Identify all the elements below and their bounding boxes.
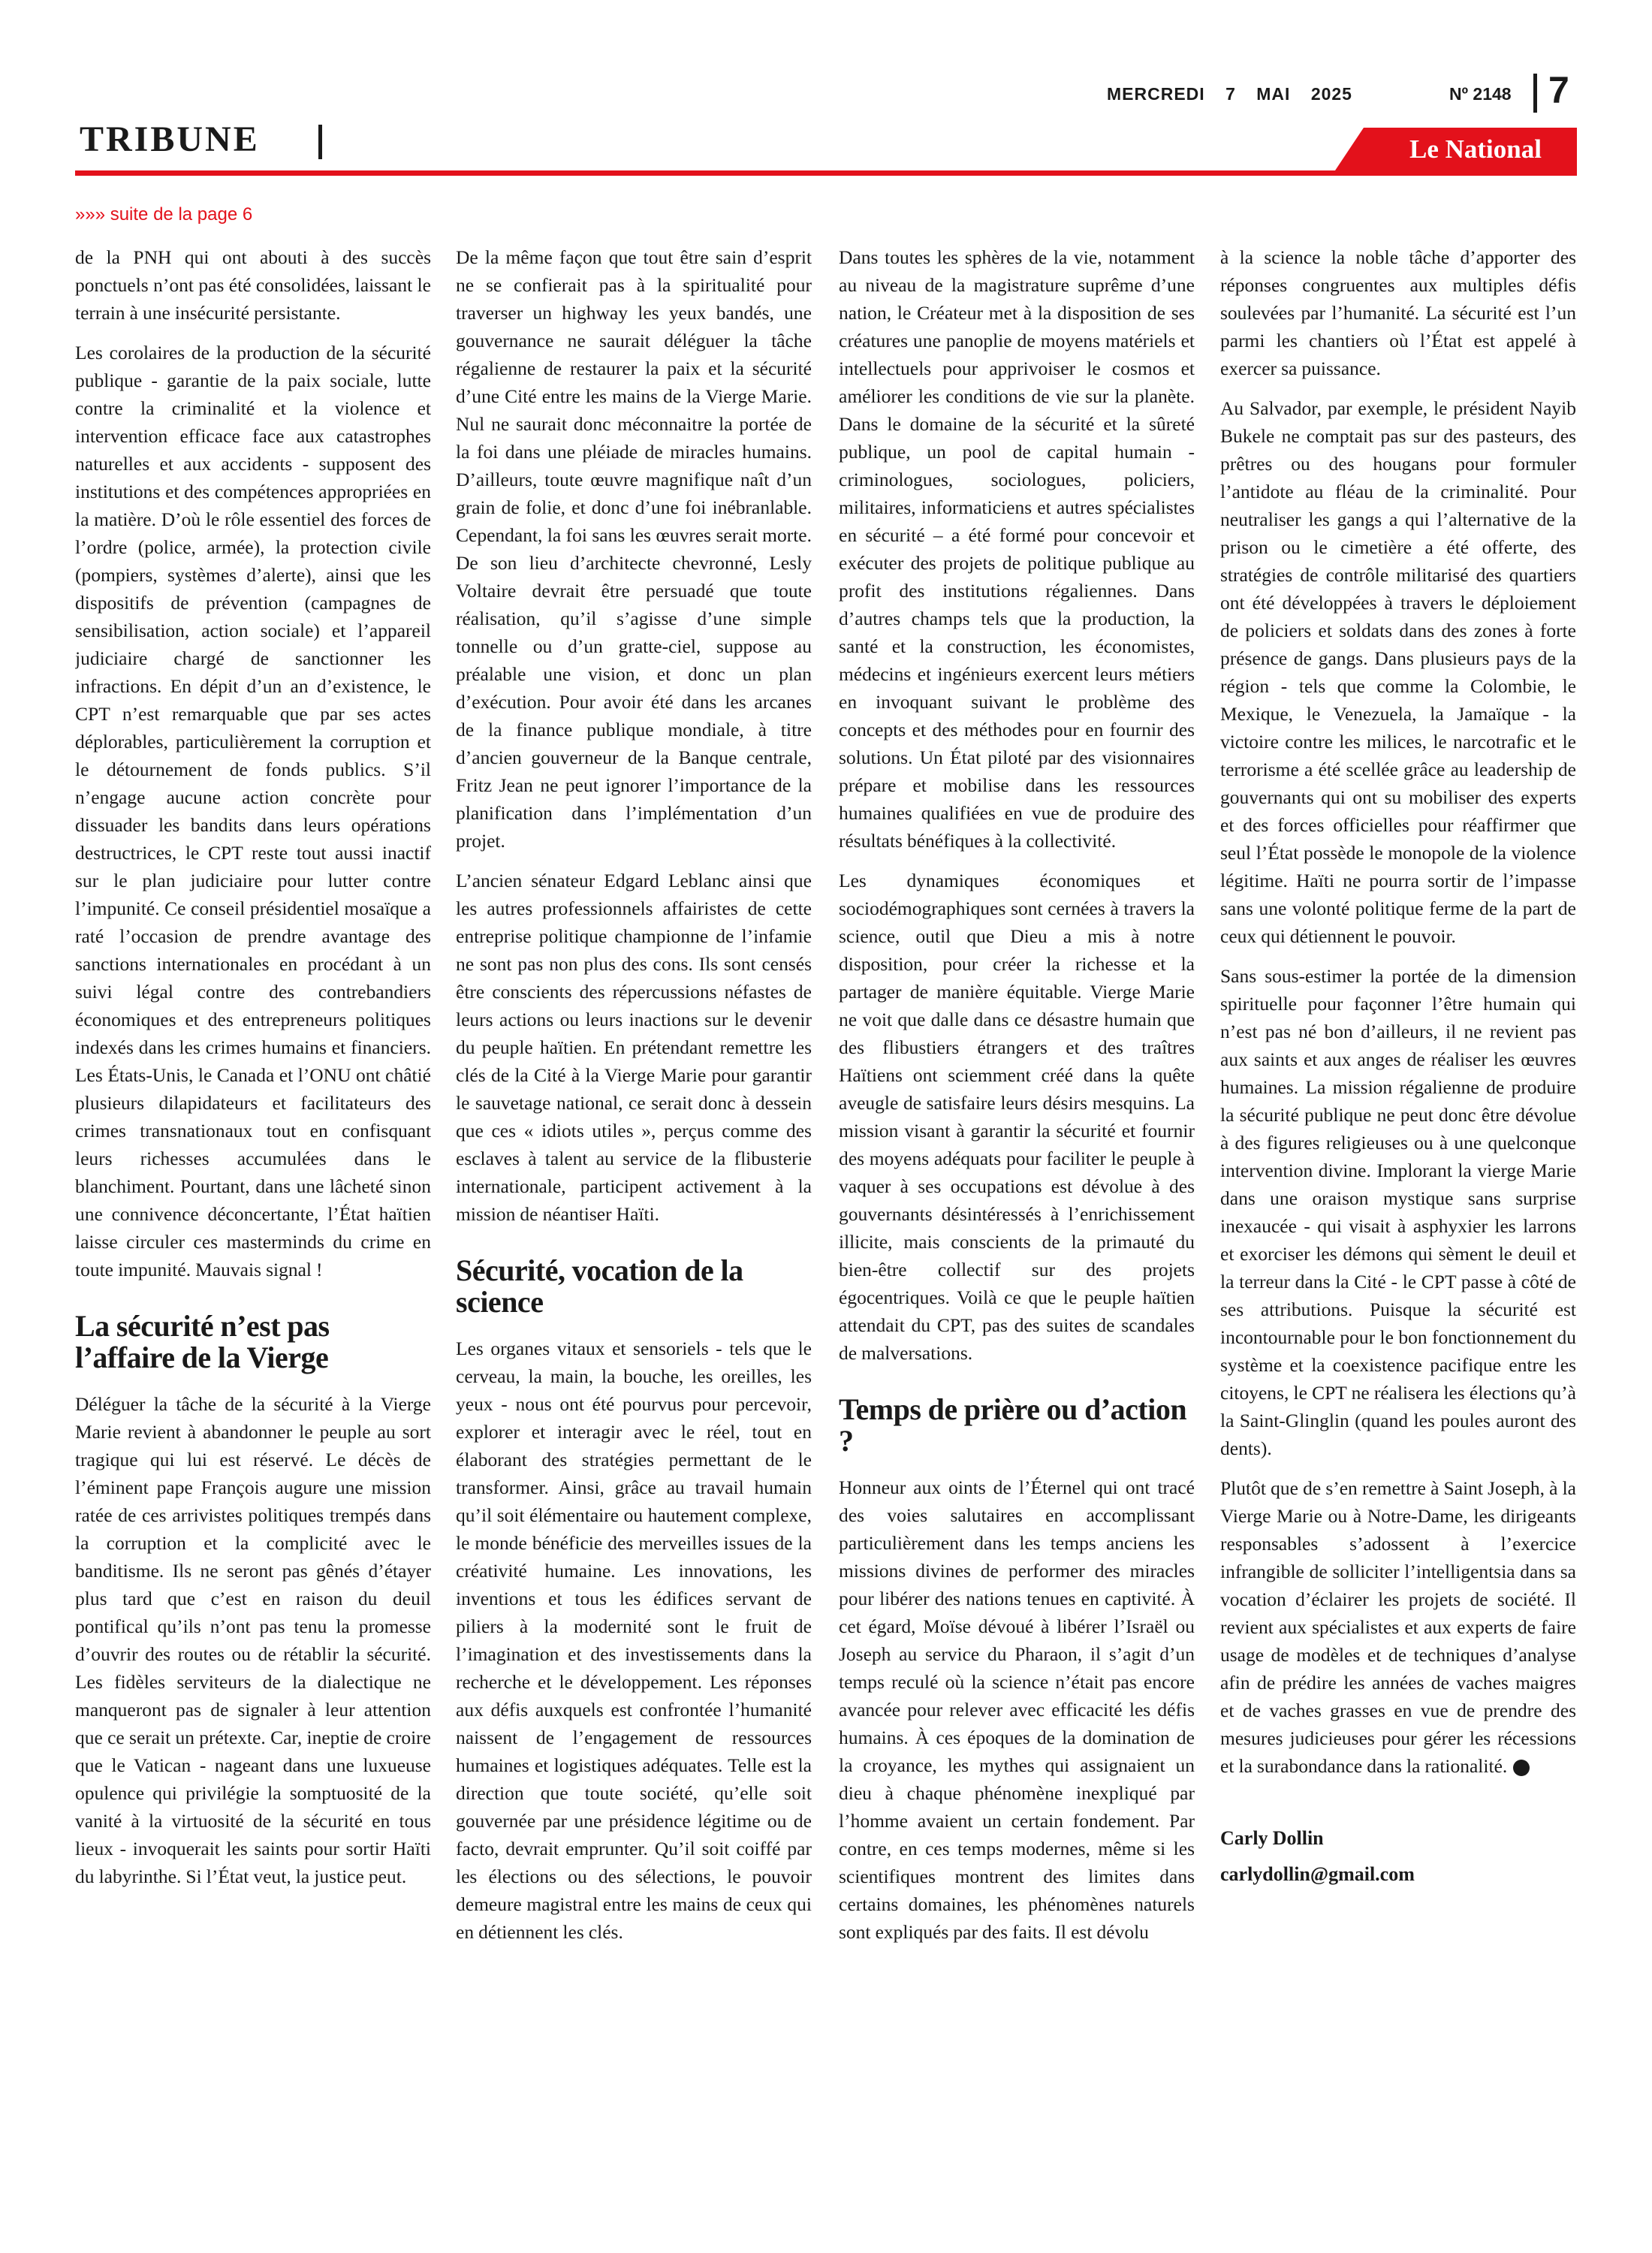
header-divider [1533, 74, 1537, 113]
page-header [0, 0, 1652, 180]
paragraph: de la PNH qui ont abouti à des succès ponctuels n’ont pas été consolidées, laissant le terrain à une insécurité persistante. [75, 246, 431, 324]
paragraph: Les organes vitaux et sensoriels - tels que le cerveau, la main, la bouche, les oreilles, les yeux - nous ont été pourvus pour percevoir, explorer et interagir avec le réel, tout en élaborant des stratégies permettant de le transformer. Ainsi, grâce au travail humain qu’il soit élémentaire ou hautement complexe, le monde bénéficie des merveilles issues de la créativité humaine. Les innovations, les inventions et tous les édifices servant de piliers à la modernité sont le fruit de l’imagination et des investissements dans la recherche et le développement. Les réponses aux défis auxquels est confrontée l’humanité naissent de l’engagement de ressources humaines et logistiques adéquates. Telle est la direction que toute société, qu’elle soit gouvernée par une présidence légitime ou de facto, devrait emprunter. Qu’il soit coiffé par les élections ou des sélections, le pouvoir demeure magistral entre les mains de ceux qui en détiennent les clés. [456, 1338, 812, 1943]
author-signature [1220, 1820, 1576, 1893]
subheading: Sécurité, vocation de la science [456, 1253, 743, 1319]
section-divider [318, 125, 322, 159]
article-column-4 [1220, 243, 1576, 2211]
brand-name: Le National [1409, 134, 1542, 164]
subheading: Temps de prière ou d’action ? [839, 1392, 1187, 1458]
date-line [1107, 84, 1367, 104]
paragraph: Les corolaires de la production de la sécurité publique - garantie de la paix sociale, lutte contre la criminalité et la violence et intervention efficace face aux catastrophes naturelles et aux accidents - supposent des institutions et des compétences appropriées en la matière. D’où le rôle essentiel des forces de l’ordre (police, armée), la protection civile (pompiers, systèmes d’alerte), ainsi que les dispositifs de prévention (campagnes de sensibilisation, action sociale) et l’appareil judiciaire chargé de sanctionner les infractions. En dépit d’un an d’existence, le CPT n’est remarquable que par ses actes déplorables, particulièrement la corruption et le détournement de fonds publics. S’il n’engage aucune action concrète pour dissuader les bandits dans leurs opérations destructrices, le CPT reste tout aussi inactif sur le plan judiciaire pour lutter contre l’impunité. Ce conseil présidentiel mosaïque a raté l’occasion de prendre avantage des sanctions internationales en procédant à un suivi légal contre des contrebandiers économiques et des entrepreneurs politiques indexés dans les crimes humains et financiers. Les États-Unis, le Canada et l’ONU ont châtié plusieurs dilapidateurs et facilitateurs des crimes transnationaux tout en confisquant leurs richesses accumulées dans le blanchiment. Pourtant, dans une lâcheté sinon une connivence déconcertante, l’État haïtien laisse circuler ces masterminds du crime en toute impunité. Mauvais signal ! [75, 342, 431, 1280]
subheading: La sécurité n’est pas l’affaire de la Vierge [75, 1309, 330, 1374]
header-rule [75, 170, 1577, 176]
page-number: 7 [1548, 69, 1569, 111]
paragraph: Honneur aux oints de l’Éternel qui ont tracé des voies salutaires en accomplissant particulièrement dans les temps anciens les missions divines de performer des miracles pour libérer des nations tenues en captivité. À cet égard, Moïse dévoué à libérer l’Israël ou Joseph au service du Pharaon, il s’agit d’un temps reculé où la science n’était pas encore avancée pour relever avec efficacité les défis humains. À ces époques de la domination de la croyance, les mythes qui assignaient un dieu à chaque phénomène inexpliqué par l’homme avaient un certain fondement. Par contre, en ces temps modernes, même si les scientifiques montrent des limites dans certains domaines, les phénomènes naturels sont expliqués par des faits. Il est dévolu [839, 1476, 1195, 1943]
issue-number: Nº 2148 [1449, 84, 1512, 104]
date-number: 7 [1225, 84, 1236, 104]
paragraph: Sans sous-estimer la portée de la dimension spirituelle pour façonner l’être humain qui n’est pas né bon d’ailleurs, il ne revient pas aux saints et aux anges de réaliser les œuvres humaines. La mission régalienne de produire la sécurité publique ne peut donc être dévolue à des figures religieuses ou à une quelconque intervention divine. Implorant la vierge Marie dans une oraison mystique sans surprise inexaucée - qui visait à asphyxier les larrons et exorciser les démons qui sèment le deuil et la terreur dans la Cité - le CPT passe à côté de ses attributions. Puisque la sécurité est incontournable pour le bon fonctionnement du système et la coexistence pacifique entre les citoyens, le CPT ne réalisera les élections qu’à la Saint-Glinglin (quand les poules auront des dents). [1220, 965, 1576, 1459]
author-name: Carly Dollin [1220, 1827, 1324, 1849]
paragraph-text: Plutôt que de s’en remettre à Saint Joseph, à la Vierge Marie ou à Notre-Dame, les dirigeants responsables s’adossent à l’exercice infrangible de solliciter l’intelligentsia dans sa vocation d’éclairer les projets de société. Il revient aux spécialistes et aux experts de faire usage de modèles et de techniques d’analyse afin de prédire les années de vaches maigres et de vaches grasses en vue de prendre des mesures judicieuses pour gérer les récessions et la surabondance dans la rationalité. [1220, 1477, 1576, 1777]
paragraph: Déléguer la tâche de la sécurité à la Vierge Marie revient à abandonner le peuple au sort tragique qui lui est réservé. Le décès de l’éminent pape François augure une mission ratée de ces arrivistes politiques trempés dans la corruption et la complicité avec le banditisme. Ils ne seront pas gênés d’étayer plus tard que c’est en raison du deuil pontifical qu’ils n’ont pas tenu la promesse d’ouvrir des routes ou de rétablir la sécurité. Les fidèles serviteurs de la dialectique ne manqueront pas de signaler à leur attention que ce serait un prétexte. Car, ineptie de croire que le Vatican - nageant dans une luxueuse opulence qui privilégie la somptuosité de la vanité à la virtuosité de la sécurité en tous lieux - invoquerait les saints pour sortir Haïti du labyrinthe. Si l’État veut, la justice peut. [75, 1393, 431, 1887]
article-column-1 [75, 243, 431, 2211]
final-paragraph [1220, 1474, 1576, 1780]
author-email: carlydollin@gmail.com [1220, 1863, 1415, 1885]
date-month: MAI [1256, 84, 1291, 104]
date-year: 2025 [1310, 84, 1352, 104]
paragraph: Les dynamiques économiques et sociodémographiques sont cernées à travers la science, outil que Dieu a mis à notre disposition, pour créer la richesse et la partager de manière équitable. Vierge Marie ne voit que dalle dans ce désastre humain que des flibustiers étrangers et des traîtres Haïtiens ont sciemment créé dans la quête aveugle de satisfaire leurs désirs mesquins. La mission visant à garantir la sécurité et fournir des moyens adéquats pour faciliter le peuple à vaquer à ses occupations est dévolue à des gouvernants désintéressés à l’enrichissement illicite, mais conscients de la primauté du bien-être collectif sur des projets égocentriques. Voilà ce que le peuple haïtien attendait du CPT, pas des suites de scandales de malversations. [839, 870, 1195, 1364]
paragraph: Au Salvador, par exemple, le président Nayib Bukele ne comptait pas sur des pasteurs, des prêtres ou des hougans pour formuler l’antidote au fléau de la criminalité. Pour neutraliser les gangs a qui l’alternative de la prison ou le cimetière a été offerte, des stratégies de contrôle militarisé des quartiers ont été développées à travers le déploiement de policiers et soldats dans des zones à forte présence de gangs. Dans plusieurs pays de la région - tels que comme la Colombie, le Mexique, le Venezuela, la Jamaïque - la victoire contre les milices, le narcotrafic et le terrorisme a été scellée grâce au leadership de gouvernants qui ont su mobiliser des experts et des forces officielles pour réaffirmer que seul l’État possède le monopole de la violence légitime. Haïti ne pourra sortir de l’impasse sans une volonté politique ferme de la part de ceux qui détiennent le pouvoir. [1220, 397, 1576, 947]
article-column-2 [456, 243, 812, 2211]
paragraph: Dans toutes les sphères de la vie, notamment au niveau de la magistrature suprême d’une nation, le Créateur met à la disposition de ses créatures une panoplie de moyens matériels et intellectuels pour apprivoiser le cosmos et améliorer les conditions de vie sur la planète. Dans le domaine de la sécurité et la sûreté publique, un pool de capital humain - criminologues, sociologues, policiers, militaires, informaticiens et autres spécialistes en sécurité – a été formé pour concevoir et exécuter des projets de politique publique au profit des institutions régaliennes. Dans d’autres champs tels que la production, la santé et la construction, les économistes, médecins et ingénieurs exercent leurs métiers en invoquant suivant le problème des concepts et des méthodes pour en fournir des solutions. Un État piloté par des visionnaires prépare et mobilise dans les ressources humaines qualifiées en vue de produire des résultats bénéfiques à la collectivité. [839, 246, 1195, 852]
continued-from-note: »»» suite de la page 6 [75, 204, 253, 225]
article-column-3 [839, 243, 1195, 2211]
paragraph: à la science la noble tâche d’apporter des réponses congruentes aux multiples défis soulevées par l’humanité. La sécurité est l’un parmi les chantiers où l’État est appelé à exercer sa puissance. [1220, 246, 1576, 379]
section-title: TRIBUNE [80, 119, 260, 159]
paragraph: L’ancien sénateur Edgard Leblanc ainsi que les autres professionnels affairistes de cette entreprise politique championne de l’infamie ne sont pas non plus des cons. Ils sont censés être conscients des répercussions néfastes de leurs actions ou leurs inactions sur le devenir du peuple haïtien. En prétendant remettre les clés de la Cité à la Vierge Marie pour garantir le sauvetage national, ce serait donc à dessein que ces « idiots utiles », perçus comme des esclaves à talent au service de la flibusterie internationale, participent activement à la mission de néantiser Haïti. [456, 870, 812, 1225]
paragraph: De la même façon que tout être sain d’esprit ne se confierait pas à la spiritualité pour traverser un highway les yeux bandés, une gouvernance ne saurait déléguer la tâche régalienne de restaurer la paix et la sécurité d’une Cité entre les mains de la Vierge Marie. Nul ne saurait donc méconnaitre la portée de la foi dans une pléiade de miracles humains. D’ailleurs, toute œuvre magnifique naît d’un grain de folie, et donc d’une foi inébranlable. Cependant, la foi sans les œuvres serait morte. De son lieu d’architecte chevronné, Lesly Voltaire devrait être persuadé que toute réalisation, qu’il s’agisse d’une simple tonnelle ou d’un gratte-ciel, suppose au préalable une vision, et donc un plan d’exécution. Pour avoir été dans les arcanes de la finance publique mondiale, à titre d’ancien gouverneur de la Banque centrale, Fritz Jean ne peut ignorer l’importance de la planification dans l’implémentation d’un projet. [456, 246, 812, 852]
date-day: MERCREDI [1107, 84, 1205, 104]
end-of-article-icon [1513, 1760, 1530, 1776]
